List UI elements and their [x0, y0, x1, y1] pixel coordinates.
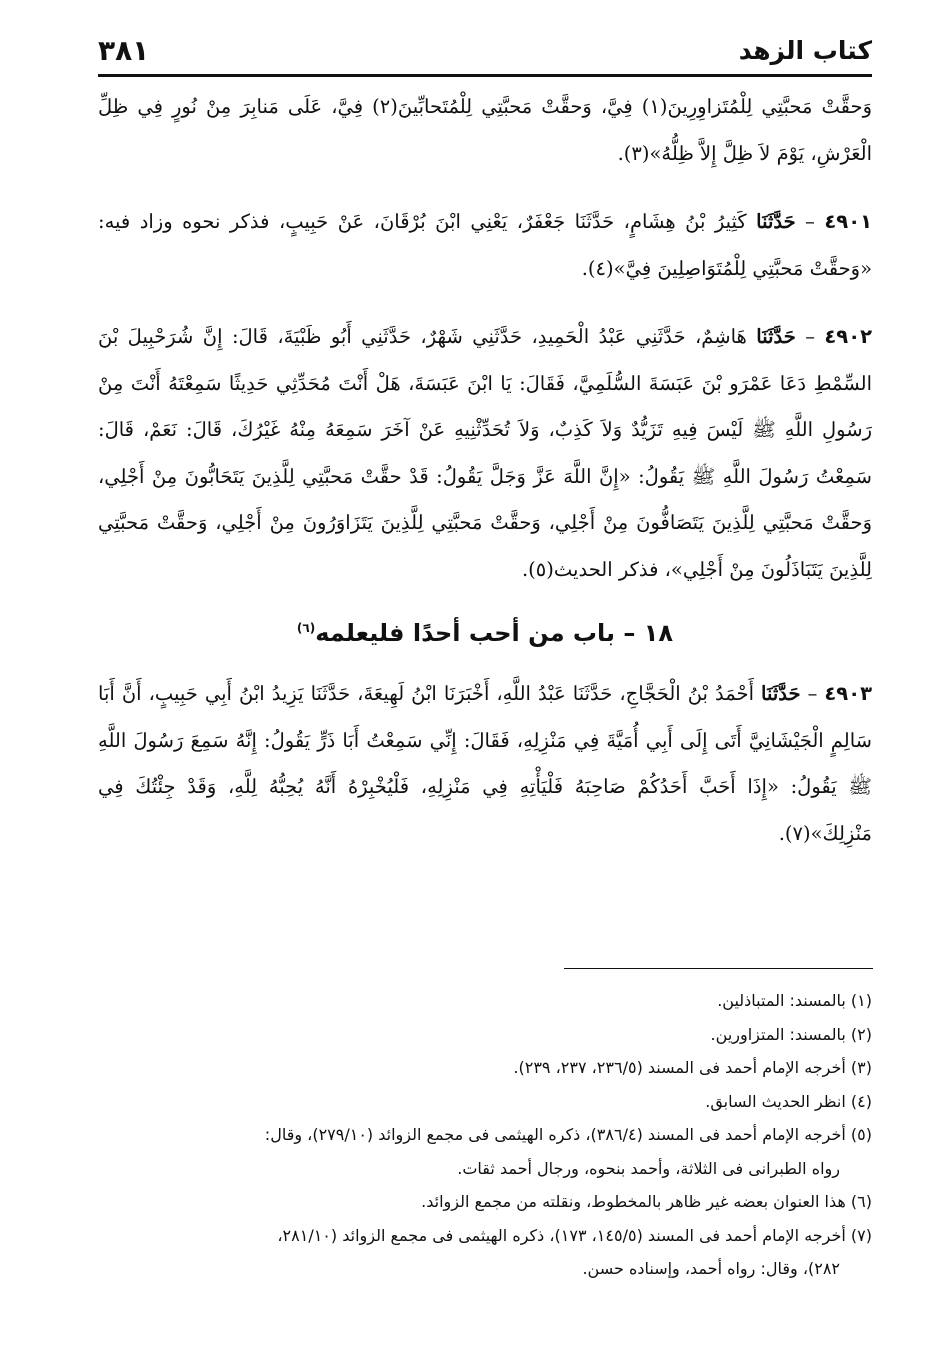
hadith-lead: حَدَّثَنَا — [756, 325, 796, 348]
footnote: (٤) انظر الحديث السابق. — [705, 1091, 872, 1111]
footnote-continuation: ٢٨٢)، وقال: رواه أحمد، وإسناده حسن. — [582, 1259, 840, 1278]
page-header — [98, 34, 872, 76]
footnotes — [98, 984, 872, 1286]
hadith-number: ٤٩٠٣ — [824, 682, 872, 705]
hadith-lead: حَدَّثَنَا — [761, 682, 801, 705]
footnote: (٢) بالمسند: المتزاورين. — [710, 1024, 872, 1044]
main-text — [98, 84, 872, 857]
hadith-number: ٤٩٠٢ — [824, 325, 872, 348]
paragraph-text: وَحقَّتْ مَحبَّتِي لِلْمُتَزاوِرِينَ(١) فِيَّ، وَحقَّتْ مَحبَّتِي لِلْمُتَحابِّينَ(٢) فِيَّ، عَلَى مَنابِرَ مِنْ نُورٍ فِي ظِلِّ الْعَرْشِ، يَوْمَ لاَ ظِلَّ إِلاَّ ظِلُّهُ»(٣). — [98, 95, 872, 165]
hadith-4901: ٤٩٠١ – حَدَّثَنَا كَثِيرُ بْنُ هِشَامٍ، حَدَّثَنَا جَعْفَرٌ، يَعْنِي ابْنَ بُرْقَانَ، عَنْ حَبِيبٍ، فذكر نحوه وزاد فيه: «وَحقَّتْ مَحبَّتِي لِلْمُتَوَاصِلِينَ فِيَّ»(٤). — [98, 210, 873, 280]
paragraph — [98, 84, 872, 177]
hadith-text: أَحْمَدُ بْنُ الْحَجَّاجِ، حَدَّثَنَا عَبْدُ اللَّهِ، أَخْبَرَنَا ابْنُ لَهِيعَةَ، حَدَّثَنَا يَزِيدُ ابْنُ أَبِي حَبِيبٍ، أَنَّ أَبَا سَالِمٍ الْجَيْشَانِيَّ أَتَى إِلَى أَبِي أُمَيَّةَ فِي مَنْزِلِهِ، فَقَالَ: إِنِّي سَمِعْتُ أَبَا ذَرٍّ يَقُولُ: إِنَّهُ سَمِعَ رَسُولَ اللَّهِ ﷺ يَقُولُ: «إِذَا أَحَبَّ أَحَدُكُمْ صَاحِبَهُ فَلْيَأْتِهِ فِي مَنْزِلِهِ، فَلْيُخْبِرْهُ أَنَّهُ يُحِبُّهُ لِلَّهِ، وَقَدْ جِئْتُكَ فِي مَنْزِلِكَ»(٧). — [98, 682, 872, 845]
footnote: (٦) هذا العنوان بعضه غير ظاهر بالمخطوط، ونقلته من مجمع الزوائد. — [421, 1192, 872, 1211]
hadith-4903: ٤٩٠٣ – حَدَّثَنَا أَحْمَدُ بْنُ الْحَجَّاجِ، حَدَّثَنَا عَبْدُ اللَّهِ، أَخْبَرَنَا ابْنُ لَهِيعَةَ، حَدَّثَنَا يَزِيدُ ابْنُ أَبِي حَبِيبٍ، أَنَّ أَبَا سَالِمٍ الْجَيْشَانِيَّ أَتَى إِلَى أَبِي أُمَيَّةَ فِي مَنْزِلِهِ، فَقَالَ: إِنِّي سَمِعْتُ أَبَا ذَرٍّ يَقُولُ: إِنَّهُ سَمِعَ رَسُولَ اللَّهِ ﷺ يَقُولُ: «إِذَا أَحَبَّ أَحَدُكُمْ صَاحِبَهُ فَلْيَأْتِهِ فِي مَنْزِلِهِ، فَلْيُخْبِرْهُ أَنَّهُ يُحِبُّهُ لِلَّهِ، وَقَدْ جِئْتُكَ فِي مَنْزِلِكَ»(٧). — [98, 682, 872, 845]
chapter-title: ١٨ – باب من أحب أحدًا فليعلمه — [315, 619, 674, 647]
footnote-rule — [564, 968, 873, 969]
page-title: كتاب الزهد — [738, 36, 872, 65]
chapter-note-ref: (٦) — [296, 621, 316, 635]
footnote: (٣) أخرجه الإمام أحمد فى المسند (٢٣٦/٥، ٢٣٧، ٢٣٩). — [513, 1058, 872, 1077]
hadith-text: كَثِيرُ بْنُ هِشَامٍ، حَدَّثَنَا جَعْفَرٌ، يَعْنِي ابْنَ بُرْقَانَ، عَنْ حَبِيبٍ، فذكر نحوه وزاد فيه: «وَحقَّتْ مَحبَّتِي لِلْمُتَوَاصِلِينَ فِيَّ»(٤). — [98, 210, 872, 280]
hadith-text: هَاشِمٌ، حَدَّثَنِي عَبْدُ الْحَمِيدِ، حَدَّثَنِي شَهْرٌ، حَدَّثَنِي أَبُو ظَبْيَةَ، قَالَ: إِنَّ شُرَحْبِيلَ بْنَ السِّمْطِ دَعَا عَمْرَو بْنَ عَبَسَةَ السُّلَمِيَّ، فَقَالَ: يَا ابْنَ عَبَسَةَ، هَلْ أَنْتَ مُحَدِّثِي حَدِيثًا سَمِعْتَهُ أَنْتَ مِنْ رَسُولِ اللَّهِ ﷺ لَيْسَ فِيهِ تَزَيُّدٌ وَلاَ كَذِبٌ، وَلاَ تُحَدِّثْنِيهِ عَنْ آخَرَ سَمِعَهُ مِنْهُ غَيْرُكَ، قَالَ: نَعَمْ، قَالَ: سَمِعْتُ رَسُولَ اللَّهِ ﷺ يَقُولُ: «إِنَّ اللَّهَ عَزَّ وَجَلَّ يَقُولُ: قَدْ حقَّتْ مَحبَّتِي لِلَّذِينَ يَتَحَابُّونَ مِنْ أَجْلِي، وَحقَّتْ مَحبَّتِي لِلَّذِينَ يَتَصَافُّونَ مِنْ أَجْلِي، وَحقَّتْ مَحبَّتِي لِلَّذِينَ يَتَزَاوَرُونَ مِنْ أَجْلِي، وَحقَّتْ مَحبَّتِي لِلَّذِينَ يَتَبَاذَلُونَ مِنْ أَجْلِي»، فذكر الحديث(٥). — [98, 325, 872, 581]
chapter-heading — [98, 613, 872, 653]
hadith-number: ٤٩٠١ — [824, 210, 873, 233]
footnote: (٧) أخرجه الإمام أحمد فى المسند (١٤٥/٥، ١٧٣)، ذكره الهيثمى فى مجمع الزوائد (٢٨١/١٠، — [277, 1225, 872, 1245]
hadith-lead: حَدَّثَنَا — [756, 210, 796, 233]
footnote: (١) بالمسند: المتباذلين. — [717, 991, 872, 1010]
hadith-4902: ٤٩٠٢ – حَدَّثَنَا هَاشِمٌ، حَدَّثَنِي عَبْدُ الْحَمِيدِ، حَدَّثَنِي شَهْرٌ، حَدَّثَنِي أَبُو ظَبْيَةَ، قَالَ: إِنَّ شُرَحْبِيلَ بْنَ السِّمْطِ دَعَا عَمْرَو بْنَ عَبَسَةَ السُّلَمِيَّ، فَقَالَ: يَا ابْنَ عَبَسَةَ، هَلْ أَنْتَ مُحَدِّثِي حَدِيثًا سَمِعْتَهُ أَنْتَ مِنْ رَسُولِ اللَّهِ ﷺ لَيْسَ فِيهِ تَزَيُّدٌ وَلاَ كَذِبٌ، وَلاَ تُحَدِّثْنِيهِ عَنْ آخَرَ سَمِعَهُ مِنْهُ غَيْرُكَ، قَالَ: نَعَمْ، قَالَ: سَمِعْتُ رَسُولَ اللَّهِ ﷺ يَقُولُ: «إِنَّ اللَّهَ عَزَّ وَجَلَّ يَقُولُ: قَدْ حقَّتْ مَحبَّتِي لِلَّذِينَ يَتَحَابُّونَ مِنْ أَجْلِي، وَحقَّتْ مَحبَّتِي لِلَّذِينَ يَتَصَافُّونَ مِنْ أَجْلِي، وَحقَّتْ مَحبَّتِي لِلَّذِينَ يَتَزَاوَرُونَ مِنْ أَجْلِي، وَحقَّتْ مَحبَّتِي لِلَّذِينَ يَتَبَاذَلُونَ مِنْ أَجْلِي»، فذكر الحديث(٥). — [98, 325, 872, 581]
footnote: (٥) أخرجه الإمام أحمد فى المسند (٣٨٦/٤)، ذكره الهيثمى فى مجمع الزوائد (٢٧٩/١٠)، وقال: — [264, 1125, 872, 1144]
page-number: ٣٨١ — [98, 34, 150, 67]
header-rule — [98, 74, 872, 77]
footnote-continuation: رواه الطبرانى فى الثلاثة، وأحمد بنحوه، ورجال أحمد ثقات. — [457, 1158, 840, 1178]
